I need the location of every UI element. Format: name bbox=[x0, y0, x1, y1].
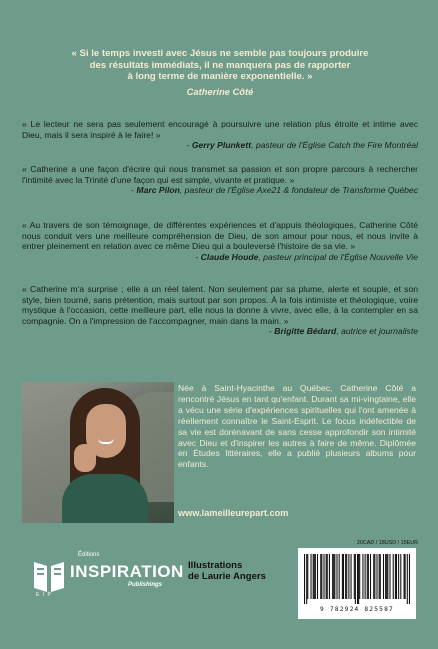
testimonial-text: « Catherine a une façon d'écrire qui nous transmet sa passion et son propre parcours à rechercher l'intimité avec la Trinité d'une façon qui est simple, vivante et pratique. » bbox=[22, 164, 418, 185]
barcode-bar bbox=[332, 554, 333, 599]
barcode-bar bbox=[307, 554, 308, 599]
barcode-bar bbox=[333, 554, 334, 599]
barcode-bar bbox=[398, 554, 399, 599]
barcode-bar bbox=[385, 554, 386, 599]
barcode-bar bbox=[354, 554, 355, 599]
testimonial-signature: - Claude Houde, pasteur principal de l'Église Nouvelle Vie bbox=[195, 251, 418, 262]
barcode-bar bbox=[395, 554, 396, 599]
barcode-bar bbox=[400, 554, 401, 599]
testimonial-plunkett bbox=[22, 119, 418, 151]
barcode-bar bbox=[367, 554, 368, 599]
barcode-bar bbox=[405, 554, 406, 599]
testimonial-text: « Au travers de son témoignage, de différentes expériences et d'appuis théologiques, Catherine Côté nous conduit vers une meilleure compréhension de Dieu, de son amour pour nous, et nous invite à entrer pleinement en relation avec ce même Dieu qui a bouleversé l'histoire de sa vie. » bbox=[22, 220, 418, 252]
lead-quote bbox=[34, 48, 406, 83]
testimonial-role: , autrice et journaliste bbox=[336, 326, 418, 337]
barcode-bar bbox=[310, 554, 311, 599]
price-label: 20CAD / 18USD / 15EUR bbox=[356, 540, 418, 546]
barcode-bar bbox=[409, 554, 410, 604]
isbn-digits: 9 782924 825587 bbox=[320, 606, 394, 613]
publisher-logo bbox=[32, 552, 184, 598]
barcode-bar bbox=[374, 554, 375, 599]
barcode-bar bbox=[387, 554, 388, 599]
barcode-bar bbox=[329, 554, 330, 599]
barcode-bar bbox=[348, 554, 349, 599]
publisher-editions: Éditions bbox=[78, 552, 100, 558]
testimonial-text: « Le lecteur ne sera pas seulement encouragé à poursuivre une relation plus étroite et intime avec Dieu, mais il sera inspiré à le faire! » bbox=[22, 119, 418, 140]
barcode-bar bbox=[336, 554, 337, 599]
publisher-initials: E I P bbox=[36, 592, 52, 598]
author-bio: Née à Saint-Hyacinthe au Québec, Catherine Côté a rencontré Jésus en tant qu'enfant. Durant sa mi-vingtaine, elle a vécu une série d'expériences spirituelles qui l'ont amenée à réellement connaître le Saint-Esprit. Le focus indéfectible de sa vie est dorénavant de sans cesse approfondir son intimité avec Dieu et d'inspirer les autres à faire de même. Diplômée en Études littéraires, elle a publié plusieurs albums pour enfants. bbox=[178, 383, 416, 470]
barcode-bar bbox=[306, 554, 307, 604]
barcode-bar bbox=[343, 554, 344, 599]
barcode-bar bbox=[404, 554, 405, 599]
lead-quote-line: des résultats immédiats, il ne manquera pas de rapporter bbox=[89, 59, 351, 71]
author-photo bbox=[22, 382, 174, 523]
testimonial-name: Claude Houde bbox=[200, 251, 259, 262]
testimonial-name: Gerry Plunkett bbox=[191, 140, 252, 151]
isbn-barcode bbox=[298, 548, 416, 619]
barcode-bar bbox=[313, 554, 314, 599]
author-website: www.lameilleurepart.com bbox=[178, 508, 289, 518]
barcode-bar bbox=[362, 554, 363, 599]
testimonial-signature: - Marc Pilon, pasteur de l'Église Axe21 & fondateur de Transforme Québec bbox=[131, 185, 418, 196]
testimonial-signature: - Brigitte Bédard, autrice et journaliste bbox=[268, 326, 418, 337]
barcode-bar bbox=[339, 554, 340, 599]
barcode-bars bbox=[304, 554, 410, 604]
barcode-bar bbox=[359, 554, 360, 599]
barcode-bar bbox=[321, 554, 322, 599]
testimonial-text: « Catherine m'a surprise ; elle a un réel talent. Non seulement par sa plume, alerte et souple, et son style, bien tourné, sans prétention, mais surtout par son propos. À la fois intimiste et théologique, voire mystique à l'occasion, cette meilleure part, elle nous la donne à vivre, avec elle, à la contempler en sa compagnie. On a l'impression de l'accompagner, main dans la main. » bbox=[22, 284, 418, 326]
barcode-bar bbox=[346, 554, 347, 599]
lead-quote-author: Catherine Côté bbox=[186, 86, 254, 97]
barcode-bar bbox=[355, 554, 356, 604]
barcode-bar bbox=[379, 554, 380, 599]
barcode-bar bbox=[315, 554, 316, 599]
lead-quote-line: « Si le temps investi avec Jésus ne semble pas toujours produire bbox=[71, 48, 369, 59]
barcode-bar bbox=[393, 554, 394, 599]
barcode-bar bbox=[396, 554, 397, 599]
barcode-bar bbox=[386, 554, 387, 599]
lead-quote-line: à long terme de manière exponentielle. » bbox=[127, 71, 313, 83]
barcode-bar bbox=[304, 554, 305, 604]
barcode-bar bbox=[326, 554, 327, 599]
illustrations-credit: Illustrations de Laurie Angers bbox=[188, 560, 267, 582]
barcode-bar bbox=[370, 554, 371, 599]
barcode-bar bbox=[389, 554, 390, 599]
barcode-bar bbox=[383, 554, 384, 599]
publisher-brand: INSPIRATION bbox=[70, 562, 184, 581]
testimonial-role: , pasteur principal de l'Église Nouvelle Vie bbox=[258, 251, 418, 262]
testimonial-name: Brigitte Bédard bbox=[274, 326, 337, 337]
barcode-bar bbox=[345, 554, 346, 599]
testimonial-role: , pasteur de l'Église Catch the Fire Montréal bbox=[251, 140, 418, 151]
barcode-bar bbox=[376, 554, 377, 599]
barcode-bar bbox=[334, 554, 335, 599]
testimonial-pilon bbox=[22, 164, 418, 196]
barcode-bar bbox=[327, 554, 328, 599]
testimonial-houde bbox=[22, 220, 418, 262]
testimonial-signature: - Gerry Plunkett, pasteur de l'Église Catch the Fire Montréal bbox=[186, 140, 418, 151]
barcode-bar bbox=[323, 554, 324, 599]
barcode-bar bbox=[317, 554, 318, 599]
barcode-bar bbox=[351, 554, 352, 599]
testimonial-role: , pasteur de l'Église Axe21 & fondateur de Transforme Québec bbox=[179, 185, 418, 196]
barcode-bar bbox=[365, 554, 366, 599]
testimonial-name: Marc Pilon bbox=[136, 185, 180, 196]
barcode-bar bbox=[320, 554, 321, 599]
barcode-bar bbox=[373, 554, 374, 599]
barcode-bar bbox=[380, 554, 381, 599]
barcode-bar bbox=[314, 554, 315, 599]
publisher-publishings: Publishings bbox=[128, 582, 163, 588]
barcode-bar bbox=[368, 554, 369, 599]
barcode-bar bbox=[342, 554, 343, 599]
barcode-bar bbox=[407, 554, 408, 604]
testimonial-bedard bbox=[22, 284, 418, 337]
open-book-icon bbox=[32, 554, 66, 594]
barcode-bar bbox=[358, 554, 359, 604]
barcode-bar bbox=[357, 554, 358, 604]
